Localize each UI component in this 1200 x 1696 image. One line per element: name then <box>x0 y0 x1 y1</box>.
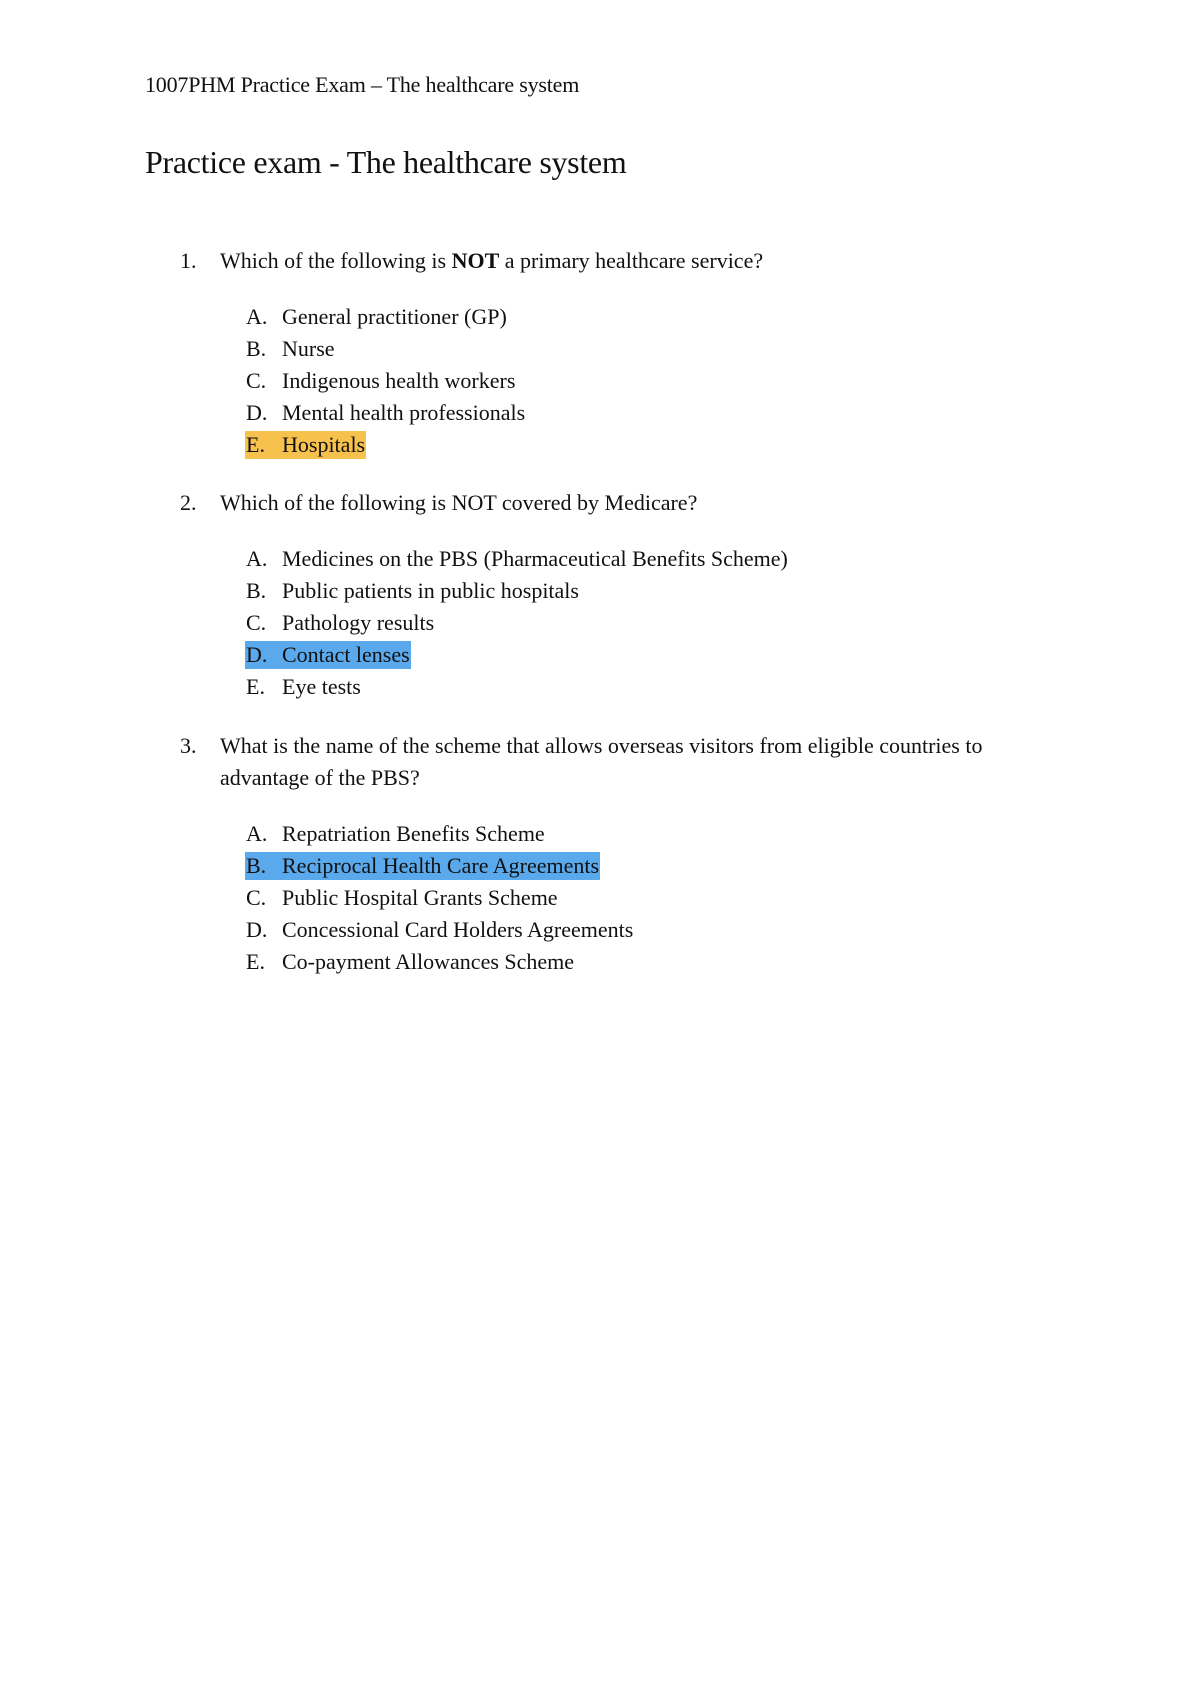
option-letter: C. <box>246 368 267 393</box>
answer-options <box>180 543 1080 703</box>
option-content <box>245 948 575 976</box>
option-letter: B. <box>246 336 267 361</box>
question-text-part: a primary healthcare service? <box>499 248 764 273</box>
option-letter: E. <box>246 949 265 974</box>
option-letter: A. <box>246 546 268 571</box>
option-text: Hospitals <box>282 432 366 457</box>
option-2e <box>245 671 1080 703</box>
option-letter: B. <box>246 578 267 603</box>
option-content-highlighted <box>245 431 366 459</box>
option-content <box>245 673 362 701</box>
option-content <box>245 916 634 944</box>
option-text: Concessional Card Holders Agreements <box>282 917 634 942</box>
question-3 <box>180 730 1080 978</box>
option-letter: C. <box>246 885 267 910</box>
option-3b <box>245 850 1080 882</box>
question-text <box>220 248 763 273</box>
option-content <box>245 577 580 605</box>
answer-options <box>180 301 1080 461</box>
option-letter: C. <box>246 610 267 635</box>
option-content <box>245 335 336 363</box>
option-text: Contact lenses <box>282 642 410 667</box>
option-3c <box>245 882 1080 914</box>
question-text-line-2: advantage of the PBS? <box>220 765 420 790</box>
option-content <box>245 303 508 331</box>
option-text: Repatriation Benefits Scheme <box>282 821 545 846</box>
option-text: Public patients in public hospitals <box>282 578 579 603</box>
running-header: 1007PHM Practice Exam – The healthcare system <box>145 72 580 97</box>
option-text: Nurse <box>282 336 335 361</box>
option-2a <box>245 543 1080 575</box>
option-text: Co-payment Allowances Scheme <box>282 949 575 974</box>
option-letter: D. <box>246 917 268 942</box>
option-2b <box>245 575 1080 607</box>
option-3d <box>245 914 1080 946</box>
question-text-part: Which of the following is <box>220 248 452 273</box>
option-content-highlighted <box>245 641 411 669</box>
page-title: Practice exam - The healthcare system <box>145 144 627 180</box>
option-1d <box>245 397 1080 429</box>
option-3a <box>245 818 1080 850</box>
option-content-highlighted <box>245 852 600 880</box>
option-1a <box>245 301 1080 333</box>
option-content <box>245 545 789 573</box>
option-letter: E. <box>246 432 265 457</box>
option-text: General practitioner (GP) <box>282 304 507 329</box>
question-number: 2. <box>180 490 197 515</box>
option-text: Pathology results <box>282 610 435 635</box>
question-2 <box>180 487 1080 703</box>
answer-options <box>180 818 1080 978</box>
option-1e <box>245 429 1080 461</box>
option-content <box>245 609 435 637</box>
option-letter: B. <box>246 853 267 878</box>
option-2d <box>245 639 1080 671</box>
option-content <box>245 399 526 427</box>
option-letter: A. <box>246 821 268 846</box>
option-content <box>245 820 546 848</box>
option-text: Mental health professionals <box>282 400 526 425</box>
question-number: 3. <box>180 733 197 758</box>
question-2-stem <box>180 487 1080 519</box>
option-text: Public Hospital Grants Scheme <box>282 885 558 910</box>
option-letter: E. <box>246 674 265 699</box>
option-content <box>245 884 559 912</box>
question-3-stem <box>180 730 1080 794</box>
option-3e <box>245 946 1080 978</box>
question-number: 1. <box>180 248 197 273</box>
option-letter: D. <box>246 642 268 667</box>
question-text: Which of the following is NOT covered by Medicare? <box>220 490 698 515</box>
question-text-emphasis: NOT <box>451 248 500 273</box>
option-text: Medicines on the PBS (Pharmaceutical Benefits Scheme) <box>282 546 788 571</box>
option-text: Indigenous health workers <box>282 368 516 393</box>
option-content <box>245 367 516 395</box>
question-1 <box>180 245 1080 461</box>
question-1-stem <box>180 245 1080 277</box>
option-letter: A. <box>246 304 268 329</box>
question-text-line-1: What is the name of the scheme that allows overseas visitors from eligible countries to <box>220 733 983 758</box>
option-1c <box>245 365 1080 397</box>
option-letter: D. <box>246 400 268 425</box>
option-2c <box>245 607 1080 639</box>
option-text: Eye tests <box>282 674 361 699</box>
option-text: Reciprocal Health Care Agreements <box>282 853 600 878</box>
option-1b <box>245 333 1080 365</box>
